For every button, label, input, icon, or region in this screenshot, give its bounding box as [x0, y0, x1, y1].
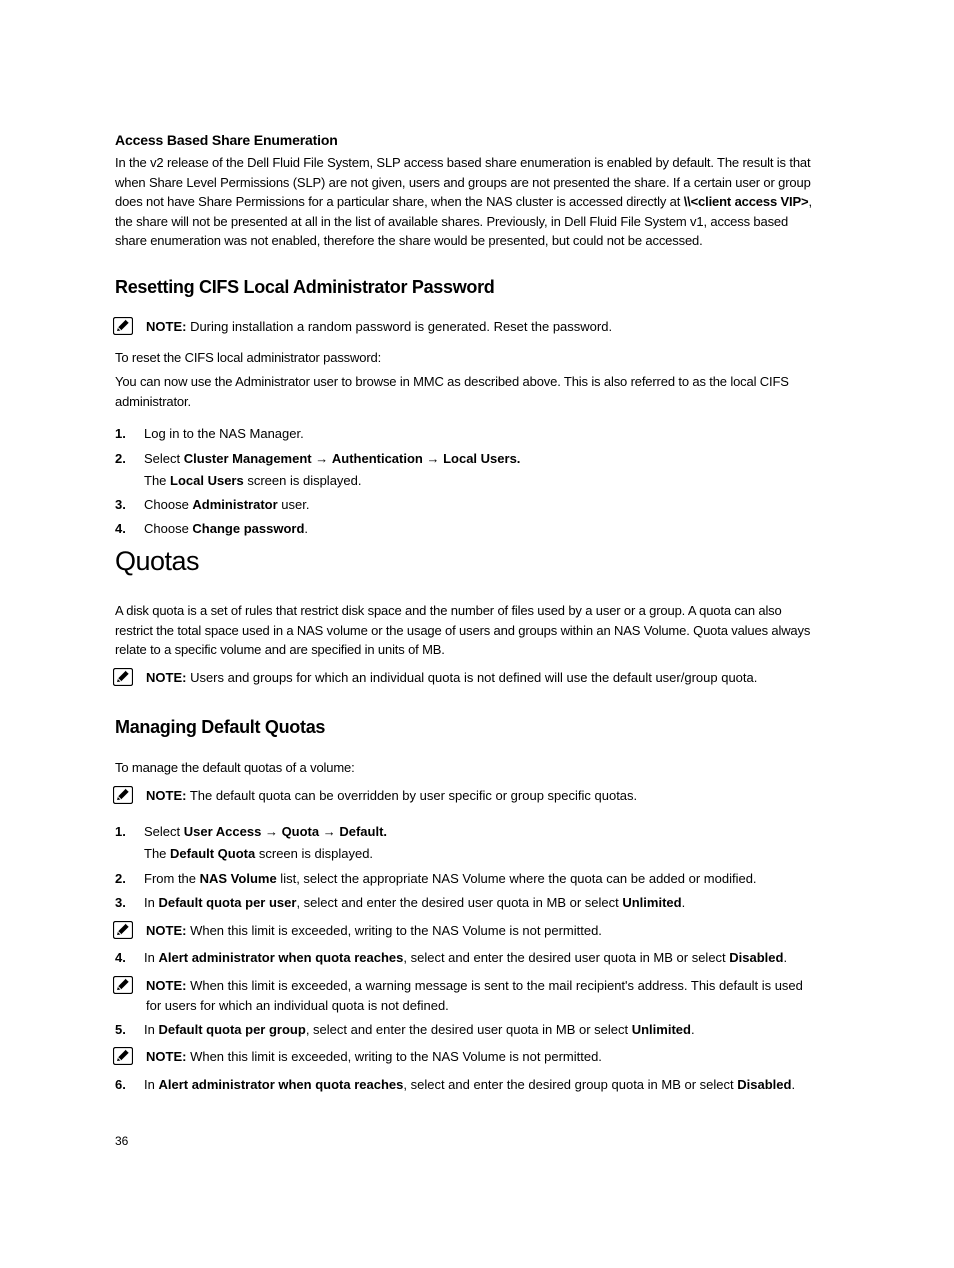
paragraph: You can now use the Administrator user to browse in MMC as described above. This is also referred to as the local CIFS administrator. [115, 374, 789, 409]
step-number: 5. [115, 1022, 126, 1037]
section-heading: Resetting CIFS Local Administrator Password [115, 277, 495, 297]
pencil-note-icon [113, 976, 133, 994]
step-text: In Default quota per user, select and enter the desired user quota in MB or select Unlimited. [144, 895, 686, 910]
step-result: The Local Users screen is displayed. [144, 473, 362, 488]
chapter-heading: Quotas [115, 546, 200, 576]
step-text: In Alert administrator when quota reaches, select and enter the desired group quota in MB or select Disabled. [144, 1077, 796, 1092]
step-text: In Alert administrator when quota reaches, select and enter the desired user quota in MB or select Disabled. [144, 950, 788, 965]
section-heading: Managing Default Quotas [115, 717, 326, 737]
step-result: The Default Quota screen is displayed. [144, 846, 374, 861]
step-text: Select User Access → Quota → Default. [144, 824, 388, 839]
note-text: NOTE: When this limit is exceeded, a warning message is sent to the mail recipient's address. This default is used for users for which an individual quota is not defined. [146, 978, 803, 1013]
step-text: From the NAS Volume list, select the appropriate NAS Volume where the quota can be added or modified. [144, 871, 757, 886]
step-number: 4. [115, 521, 126, 536]
paragraph: A disk quota is a set of rules that restrict disk space and the number of files used by a user or a group. A quota can also restrict the total space used in a NAS volume or the usage of users and groups within an NAS Volume. Quota values always relate to a specific volume and are specified in units of MB. [115, 603, 811, 657]
step-text: Log in to the NAS Manager. [144, 426, 304, 441]
note-text: NOTE: The default quota can be overridden by user specific or group specific quotas. [146, 788, 638, 803]
step-text: Choose Change password. [144, 521, 309, 536]
step-text: Select Cluster Management → Authentication → Local Users. [144, 451, 521, 466]
note-text: NOTE: During installation a random password is generated. Reset the password. [146, 319, 613, 334]
step-number: 3. [115, 895, 126, 910]
pencil-note-icon [113, 1047, 133, 1065]
step-number: 1. [115, 824, 126, 839]
step-text: Choose Administrator user. [144, 497, 310, 512]
note-text: NOTE: When this limit is exceeded, writing to the NAS Volume is not permitted. [146, 1049, 602, 1064]
note-text: NOTE: Users and groups for which an individual quota is not defined will use the default user/group quota. [146, 670, 758, 685]
pencil-note-icon [113, 317, 133, 335]
pencil-note-icon [113, 668, 133, 686]
pencil-note-icon [113, 786, 133, 804]
pencil-note-icon [113, 921, 133, 939]
subsection-heading: Access Based Share Enumeration [115, 132, 338, 148]
step-number: 1. [115, 426, 126, 441]
step-number: 2. [115, 871, 126, 886]
step-number: 2. [115, 451, 126, 466]
step-number: 6. [115, 1077, 126, 1092]
page-number: 36 [115, 1134, 129, 1148]
paragraph: To reset the CIFS local administrator password: [115, 350, 382, 365]
paragraph: To manage the default quotas of a volume: [115, 760, 355, 775]
note-text: NOTE: When this limit is exceeded, writing to the NAS Volume is not permitted. [146, 923, 602, 938]
step-text: In Default quota per group, select and enter the desired user quota in MB or select Unlimited. [144, 1022, 695, 1037]
paragraph: In the v2 release of the Dell Fluid File System, SLP access based share enumeration is enabled by default. The result is that when Share Level Permissions (SLP) are not given, users and groups are not presented the share. If a certain user or group does not have Share Permissions for a particular share, when the NAS cluster is accessed directly at \\<client access VIP>, the share will not be presented at all in the list of available shares. Previously, in Dell Fluid File System v1, access based share enumeration was not enabled, therefore the share would be presented, but could not be accessed. [115, 155, 812, 248]
step-number: 3. [115, 497, 126, 512]
step-number: 4. [115, 950, 126, 965]
